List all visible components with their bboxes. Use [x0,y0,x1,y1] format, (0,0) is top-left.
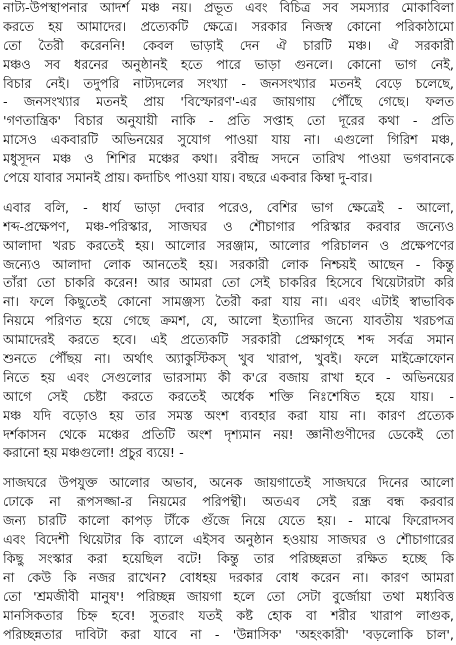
text-line: 'গণতান্ত্রিক' বিচার অনুযায়ী নাকি - প্রতি সপ্তাহ তো দূরের কথা - প্রতি [3,113,454,132]
text-line: করানো হয় মঞ্চগুলো! প্রচুর ব্যয়ে! - [3,445,454,464]
text-line: সাজঘরে উপযুক্ত আলোর অভাব, অনেক জায়গাতেই সাজঘরে দিনের আলো [3,475,454,494]
paragraph-2 [3,200,454,464]
text-line: এবং বিদেশী থিয়েটার কি ব্যালে এইসব অনুষ্ঠান হওয়ায় সাজঘর ও শৌচাগারের [3,532,454,551]
text-line: আগে সেই চেষ্টা করতে করতেই অর্ধেক শক্তি নিঃশেষিত হয়ে যায়। - [3,389,454,408]
text-line: জন্যেও আলাদা লোক আনতেই হয়। সরকারী লোক নিশ্চয়ই আছেন - কিন্তু [3,257,454,276]
text-line: আমাদেরই করতে হবে। এই প্রত্যেকটি সরকারী প্রেক্ষাগৃহে শব্দ সর্বত্র সমান [3,332,454,351]
text-line: মানসিকতার চিহ্ন হবে! সুতরাং যতই কষ্ট হোক বা শরীর খারাপ লাগুক, [3,608,454,627]
text-line: এবার বলি, - ধার্য ভাড়া দেবার পরেও, বেশির ভাগ ক্ষেত্রেই - আলো, [3,200,454,219]
text-line: আলাদা খরচ করতেই হয়। আলোর সরঞ্জাম, আলোর পরিচালন ও প্রক্ষেপণের [3,238,454,257]
text-line: না কেউ কি নজর রাখেন? বোধহয় দরকার বোধ করেন না। কারণ আমরা [3,570,454,589]
text-line: পরিচ্ছন্নতার দাবিটা করা যাবে না - 'উন্নাসিক' 'অহংকারী' 'বড়লোকি চাল', [3,627,454,645]
text-line: তো তৈরী করেননি! কেবল ভাড়াই দেন ঐ চারটি মঞ্চ। ঐ সরকারী [3,38,454,57]
text-line: নাট্য-উপস্থাপনার আদর্শ মঞ্চ নয়। প্রভূত এবং বিচিত্র সব সমস্যার মোকাবিলা [3,0,454,19]
text-line: করতে হয় আমাদের। প্রত্যেকটি ক্ষেত্রে। সরকার নিজস্ব কোনো পরিকাঠামো [3,19,454,38]
text-line: না। ফলে কিছুতেই কোনো সামঞ্জস্য তৈরী করা যায় না। এবং এটাই স্বাভাবিক [3,294,454,313]
text-line: কিছু সংস্কার করা হয়েছিল বটে! কিন্তু তার পরিচ্ছন্নতা রক্ষিত হচ্ছে কি [3,551,454,570]
paragraph-1 [3,0,454,189]
text-line: তো 'শ্রমজীবী মানুষ'! পরিচ্ছন্ন জায়গা হলে তো সেটা বুর্জোয়া তথা মধ্যবিত্ত [3,589,454,608]
text-line: দর্শকাসন থেকে মঞ্চের প্রতিটি অংশ দৃশ্যমান নয়! জ্ঞানীগুণীদের ডেকেই তো [3,427,454,446]
paragraph-gap [3,464,454,475]
text-line: মাসেও একবারটি অভিনয়ের সুযোগ পাওয়া যায় না। এগুলো গিরিশ মঞ্চ, [3,132,454,151]
text-line: জন্য চারটি কালো কাপড় টাঁকে গুঁজে নিয়ে যেতে হয়। - মাঝে ফিরোদসব [3,513,454,532]
text-line: পেয়ে যাবার সমানই প্রায়। কদাচিৎ পাওয়া যায়। বছরে একবার কিম্বা দু-বার। [3,170,454,189]
text-line: মঞ্চও সব ধরনের অনুষ্ঠানই হতে পারে ভাড়া গুনলে। কোনো ভাগ নেই, [3,57,454,76]
text-line: নিয়মে পরিণত হয়ে গেছে ক্রমশ, যে, আলো ইত্যাদির জন্যে যাবতীয় খরচপত্র [3,313,454,332]
text-line: ঢোকে না রূপসজ্জা-র নিয়মের পরিপন্থী। অতএব সেই রন্ধ্র বন্ধ করবার [3,494,454,513]
text-line: শুনতে পৌঁছয় না। অর্থাৎ অ্যাকুস্টিকস্ খুব খারাপ, খুবই। ফলে মাইক্রোফোন [3,351,454,370]
paragraph-gap [3,189,454,200]
text-line: মধুসূদন মঞ্চ ও শিশির মঞ্চের কথা। রবীন্দ্র সদনে তারিখ পাওয়া ভগবানকে [3,151,454,170]
text-line: মঞ্চ যদি বড়োও হয় তার সমস্ত অংশ ব্যবহার করা যায় না। কারণ প্রত্যেক [3,408,454,427]
text-line: শব্দ-প্রক্ষেপণ, মঞ্চ-পরিস্কার, সাজঘর ও শৌচাগার পরিস্কার করবার জন্যেও [3,219,454,238]
text-line: তাঁরা তো চাকরি করেন! আর আমরা তো সেই চাকরির হিসেবে থিয়েটারটা করি [3,275,454,294]
text-line: বিচার নেই। তদুপরি নাট্যদলের সংখ্যা - জনসংখ্যার মতনই বেড়ে চলেছে, [3,76,454,95]
text-line: নিতে হয় এবং সেগুলোর ভারসাম্য কী ক'রে বজায় রাখা হবে - অভিনয়ের [3,370,454,389]
text-line: - জনসংখ্যার মতনই প্রায় 'বিস্ফোরণ'-এর জায়গায় পৌঁছে গেছে। ফলত [3,94,454,113]
